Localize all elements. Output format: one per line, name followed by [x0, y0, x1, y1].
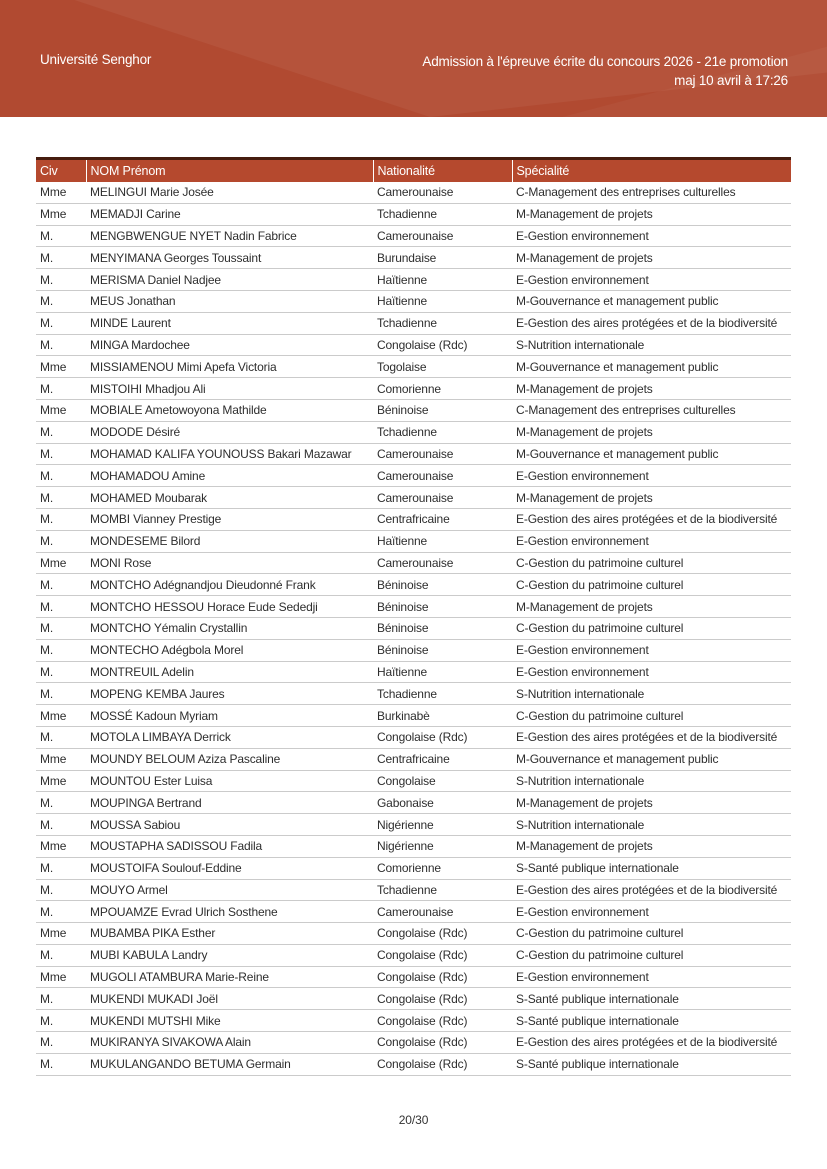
table-row: [36, 596, 791, 618]
table-row: [36, 443, 791, 465]
table-row: [36, 726, 791, 748]
header-banner: [0, 0, 827, 117]
cell-civ: Mme: [36, 552, 86, 574]
table-row: [36, 530, 791, 552]
candidates-table-container: [36, 157, 791, 1076]
cell-civ: M.: [36, 792, 86, 814]
cell-nationalite: Camerounaise: [373, 465, 512, 487]
cell-specialite: E-Gestion environnement: [512, 269, 791, 291]
cell-civ: M.: [36, 857, 86, 879]
cell-nationalite: Béninoise: [373, 617, 512, 639]
cell-nom-prenom: MENYIMANA Georges Toussaint: [86, 247, 373, 269]
cell-nationalite: Camerounaise: [373, 443, 512, 465]
cell-specialite: C-Management des entreprises culturelles: [512, 399, 791, 421]
cell-nom-prenom: MINGA Mardochee: [86, 334, 373, 356]
cell-specialite: S-Nutrition internationale: [512, 683, 791, 705]
cell-civ: Mme: [36, 203, 86, 225]
cell-civ: M.: [36, 487, 86, 509]
cell-specialite: M-Management de projets: [512, 487, 791, 509]
cell-civ: M.: [36, 334, 86, 356]
cell-nom-prenom: MENGBWENGUE NYET Nadin Fabrice: [86, 225, 373, 247]
cell-nationalite: Congolaise (Rdc): [373, 944, 512, 966]
cell-civ: M.: [36, 290, 86, 312]
table-row: [36, 857, 791, 879]
cell-specialite: C-Gestion du patrimoine culturel: [512, 617, 791, 639]
cell-civ: M.: [36, 726, 86, 748]
cell-nom-prenom: MUKENDI MUKADI Joël: [86, 988, 373, 1010]
table-row: [36, 290, 791, 312]
cell-nationalite: Haïtienne: [373, 269, 512, 291]
cell-nom-prenom: MONTCHO Adégnandjou Dieudonné Frank: [86, 574, 373, 596]
cell-nationalite: Nigérienne: [373, 814, 512, 836]
table-row: [36, 1032, 791, 1054]
table-row: [36, 639, 791, 661]
cell-specialite: E-Gestion des aires protégées et de la biodiversité: [512, 726, 791, 748]
cell-nom-prenom: MONTCHO Yémalin Crystallin: [86, 617, 373, 639]
candidates-table: [36, 157, 791, 1076]
cell-civ: Mme: [36, 356, 86, 378]
column-header-civ: Civ: [40, 164, 58, 178]
cell-specialite: M-Management de projets: [512, 792, 791, 814]
cell-nom-prenom: MONI Rose: [86, 552, 373, 574]
cell-nom-prenom: MUKULANGANDO BETUMA Germain: [86, 1053, 373, 1075]
cell-specialite: M-Gouvernance et management public: [512, 748, 791, 770]
table-row: [36, 312, 791, 334]
table-row: [36, 487, 791, 509]
cell-civ: M.: [36, 465, 86, 487]
cell-nationalite: Camerounaise: [373, 901, 512, 923]
table-row: [36, 705, 791, 727]
cell-nom-prenom: MOUSSA Sabiou: [86, 814, 373, 836]
cell-civ: Mme: [36, 748, 86, 770]
cell-civ: M.: [36, 814, 86, 836]
cell-civ: M.: [36, 574, 86, 596]
cell-nationalite: Tchadienne: [373, 421, 512, 443]
cell-specialite: S-Santé publique internationale: [512, 1053, 791, 1075]
cell-nationalite: Centrafricaine: [373, 748, 512, 770]
cell-civ: M.: [36, 944, 86, 966]
cell-nationalite: Congolaise (Rdc): [373, 334, 512, 356]
column-header-nom-prenom: NOM Prénom: [86, 159, 373, 183]
document-title: Admission à l'épreuve écrite du concours 2026 - 21e promotion: [422, 54, 788, 69]
cell-specialite: E-Gestion environnement: [512, 639, 791, 661]
cell-civ: M.: [36, 1053, 86, 1075]
cell-civ: M.: [36, 225, 86, 247]
cell-nom-prenom: MOTOLA LIMBAYA Derrick: [86, 726, 373, 748]
table-row: [36, 770, 791, 792]
cell-specialite: S-Santé publique internationale: [512, 1010, 791, 1032]
table-row: [36, 203, 791, 225]
cell-civ: M.: [36, 617, 86, 639]
cell-nationalite: Tchadienne: [373, 203, 512, 225]
cell-nationalite: Camerounaise: [373, 552, 512, 574]
cell-specialite: C-Management des entreprises culturelles: [512, 182, 791, 203]
cell-civ: M.: [36, 988, 86, 1010]
cell-nom-prenom: MOUSTOIFA Soulouf-Eddine: [86, 857, 373, 879]
column-header-nationalite: Nationalité: [373, 159, 512, 183]
table-row: [36, 901, 791, 923]
cell-nationalite: Congolaise (Rdc): [373, 1032, 512, 1054]
cell-civ: Mme: [36, 182, 86, 203]
cell-specialite: S-Santé publique internationale: [512, 857, 791, 879]
cell-civ: M.: [36, 508, 86, 530]
cell-nom-prenom: MOHAMED Moubarak: [86, 487, 373, 509]
cell-civ: M.: [36, 683, 86, 705]
cell-nom-prenom: MONTREUIL Adelin: [86, 661, 373, 683]
table-row: [36, 1010, 791, 1032]
cell-nationalite: Tchadienne: [373, 312, 512, 334]
cell-nom-prenom: MUKENDI MUTSHI Mike: [86, 1010, 373, 1032]
cell-nom-prenom: MOBIALE Ametowoyona Mathilde: [86, 399, 373, 421]
table-row: [36, 966, 791, 988]
cell-nom-prenom: MONTECHO Adégbola Morel: [86, 639, 373, 661]
table-row: [36, 1053, 791, 1075]
cell-specialite: C-Gestion du patrimoine culturel: [512, 944, 791, 966]
cell-nom-prenom: MOPENG KEMBA Jaures: [86, 683, 373, 705]
cell-specialite: E-Gestion environnement: [512, 530, 791, 552]
cell-specialite: E-Gestion environnement: [512, 661, 791, 683]
cell-civ: M.: [36, 1010, 86, 1032]
cell-specialite: E-Gestion des aires protégées et de la biodiversité: [512, 1032, 791, 1054]
cell-nom-prenom: MEMADJI Carine: [86, 203, 373, 225]
cell-nationalite: Béninoise: [373, 399, 512, 421]
organization-name: Université Senghor: [40, 52, 152, 67]
table-row: [36, 814, 791, 836]
cell-nom-prenom: MOHAMAD KALIFA YOUNOUSS Bakari Mazawar: [86, 443, 373, 465]
last-updated-text: maj 10 avril à 17:26: [674, 73, 788, 88]
cell-nationalite: Camerounaise: [373, 225, 512, 247]
cell-nom-prenom: MOHAMADOU Amine: [86, 465, 373, 487]
cell-civ: Mme: [36, 835, 86, 857]
cell-nom-prenom: MEUS Jonathan: [86, 290, 373, 312]
cell-specialite: E-Gestion environnement: [512, 225, 791, 247]
cell-nom-prenom: MOUPINGA Bertrand: [86, 792, 373, 814]
document-title-block: [422, 52, 788, 90]
cell-nationalite: Congolaise (Rdc): [373, 1053, 512, 1075]
cell-nationalite: Nigérienne: [373, 835, 512, 857]
table-row: [36, 378, 791, 400]
cell-specialite: M-Management de projets: [512, 247, 791, 269]
cell-civ: M.: [36, 378, 86, 400]
table-row: [36, 617, 791, 639]
cell-nationalite: Béninoise: [373, 574, 512, 596]
cell-nom-prenom: MUGOLI ATAMBURA Marie-Reine: [86, 966, 373, 988]
table-row: [36, 399, 791, 421]
cell-specialite: S-Nutrition internationale: [512, 770, 791, 792]
column-header-specialite: Spécialité: [512, 159, 791, 183]
cell-nom-prenom: MOUYO Armel: [86, 879, 373, 901]
table-row: [36, 879, 791, 901]
cell-nom-prenom: MISSIAMENOU Mimi Apefa Victoria: [86, 356, 373, 378]
cell-nom-prenom: MELINGUI Marie Josée: [86, 182, 373, 203]
cell-specialite: M-Management de projets: [512, 378, 791, 400]
table-row: [36, 792, 791, 814]
table-row: [36, 661, 791, 683]
cell-specialite: M-Management de projets: [512, 835, 791, 857]
cell-nationalite: Tchadienne: [373, 879, 512, 901]
cell-nom-prenom: MONTCHO HESSOU Horace Eude Sededji: [86, 596, 373, 618]
table-row: [36, 334, 791, 356]
cell-nom-prenom: MERISMA Daniel Nadjee: [86, 269, 373, 291]
table-row: [36, 683, 791, 705]
table-row: [36, 944, 791, 966]
table-body: [36, 182, 791, 1075]
table-row: [36, 574, 791, 596]
cell-specialite: E-Gestion des aires protégées et de la biodiversité: [512, 879, 791, 901]
cell-nom-prenom: MINDE Laurent: [86, 312, 373, 334]
cell-nom-prenom: MUKIRANYA SIVAKOWA Alain: [86, 1032, 373, 1054]
cell-nationalite: Togolaise: [373, 356, 512, 378]
cell-civ: M.: [36, 443, 86, 465]
cell-nom-prenom: MOUNTOU Ester Luisa: [86, 770, 373, 792]
table-header-row: [36, 159, 791, 183]
cell-nationalite: Congolaise: [373, 770, 512, 792]
cell-nom-prenom: MISTOIHI Mhadjou Ali: [86, 378, 373, 400]
cell-nom-prenom: MONDESEME Bilord: [86, 530, 373, 552]
cell-civ: M.: [36, 530, 86, 552]
cell-nom-prenom: MUBI KABULA Landry: [86, 944, 373, 966]
cell-civ: M.: [36, 596, 86, 618]
cell-specialite: S-Nutrition internationale: [512, 814, 791, 836]
cell-nationalite: Burundaise: [373, 247, 512, 269]
cell-nationalite: Camerounaise: [373, 487, 512, 509]
table-row: [36, 356, 791, 378]
cell-specialite: M-Management de projets: [512, 203, 791, 225]
cell-civ: M.: [36, 639, 86, 661]
cell-specialite: E-Gestion des aires protégées et de la biodiversité: [512, 508, 791, 530]
cell-nationalite: Comorienne: [373, 857, 512, 879]
cell-nationalite: Haïtienne: [373, 661, 512, 683]
cell-specialite: C-Gestion du patrimoine culturel: [512, 574, 791, 596]
cell-civ: M.: [36, 901, 86, 923]
cell-nom-prenom: MOMBI Vianney Prestige: [86, 508, 373, 530]
cell-nationalite: Congolaise (Rdc): [373, 1010, 512, 1032]
cell-specialite: S-Santé publique internationale: [512, 988, 791, 1010]
table-row: [36, 269, 791, 291]
cell-specialite: M-Gouvernance et management public: [512, 443, 791, 465]
cell-specialite: M-Gouvernance et management public: [512, 356, 791, 378]
cell-nationalite: Haïtienne: [373, 290, 512, 312]
table-row: [36, 988, 791, 1010]
table-row: [36, 465, 791, 487]
cell-civ: M.: [36, 312, 86, 334]
table-row: [36, 247, 791, 269]
cell-specialite: E-Gestion environnement: [512, 966, 791, 988]
cell-nationalite: Béninoise: [373, 639, 512, 661]
cell-nationalite: Centrafricaine: [373, 508, 512, 530]
cell-civ: Mme: [36, 923, 86, 945]
cell-nationalite: Congolaise (Rdc): [373, 966, 512, 988]
cell-nationalite: Comorienne: [373, 378, 512, 400]
cell-nom-prenom: MOUNDY BELOUM Aziza Pascaline: [86, 748, 373, 770]
cell-civ: M.: [36, 1032, 86, 1054]
cell-specialite: E-Gestion environnement: [512, 465, 791, 487]
cell-nom-prenom: MOSSÉ Kadoun Myriam: [86, 705, 373, 727]
cell-civ: Mme: [36, 966, 86, 988]
cell-specialite: M-Management de projets: [512, 596, 791, 618]
cell-specialite: E-Gestion environnement: [512, 901, 791, 923]
cell-specialite: M-Gouvernance et management public: [512, 290, 791, 312]
cell-nom-prenom: MUBAMBA PIKA Esther: [86, 923, 373, 945]
cell-specialite: C-Gestion du patrimoine culturel: [512, 552, 791, 574]
cell-specialite: E-Gestion des aires protégées et de la biodiversité: [512, 312, 791, 334]
cell-specialite: M-Management de projets: [512, 421, 791, 443]
cell-nationalite: Béninoise: [373, 596, 512, 618]
cell-nationalite: Congolaise (Rdc): [373, 988, 512, 1010]
cell-nationalite: Burkinabè: [373, 705, 512, 727]
table-row: [36, 748, 791, 770]
table-row: [36, 508, 791, 530]
table-row: [36, 182, 791, 203]
cell-nationalite: Tchadienne: [373, 683, 512, 705]
cell-civ: Mme: [36, 770, 86, 792]
table-row: [36, 835, 791, 857]
cell-civ: M.: [36, 661, 86, 683]
cell-civ: Mme: [36, 399, 86, 421]
cell-nationalite: Camerounaise: [373, 182, 512, 203]
table-row: [36, 923, 791, 945]
cell-civ: M.: [36, 269, 86, 291]
table-row: [36, 225, 791, 247]
cell-nom-prenom: MPOUAMZE Evrad Ulrich Sosthene: [86, 901, 373, 923]
cell-nationalite: Haïtienne: [373, 530, 512, 552]
cell-nationalite: Congolaise (Rdc): [373, 726, 512, 748]
cell-nationalite: Congolaise (Rdc): [373, 923, 512, 945]
cell-nom-prenom: MODODE Désiré: [86, 421, 373, 443]
cell-nom-prenom: MOUSTAPHA SADISSOU Fadila: [86, 835, 373, 857]
cell-specialite: S-Nutrition internationale: [512, 334, 791, 356]
cell-civ: M.: [36, 247, 86, 269]
cell-specialite: C-Gestion du patrimoine culturel: [512, 923, 791, 945]
cell-nationalite: Gabonaise: [373, 792, 512, 814]
cell-civ: M.: [36, 879, 86, 901]
table-row: [36, 552, 791, 574]
table-row: [36, 421, 791, 443]
page-number: 20/30: [398, 1113, 429, 1127]
cell-civ: Mme: [36, 705, 86, 727]
cell-specialite: C-Gestion du patrimoine culturel: [512, 705, 791, 727]
cell-civ: M.: [36, 421, 86, 443]
